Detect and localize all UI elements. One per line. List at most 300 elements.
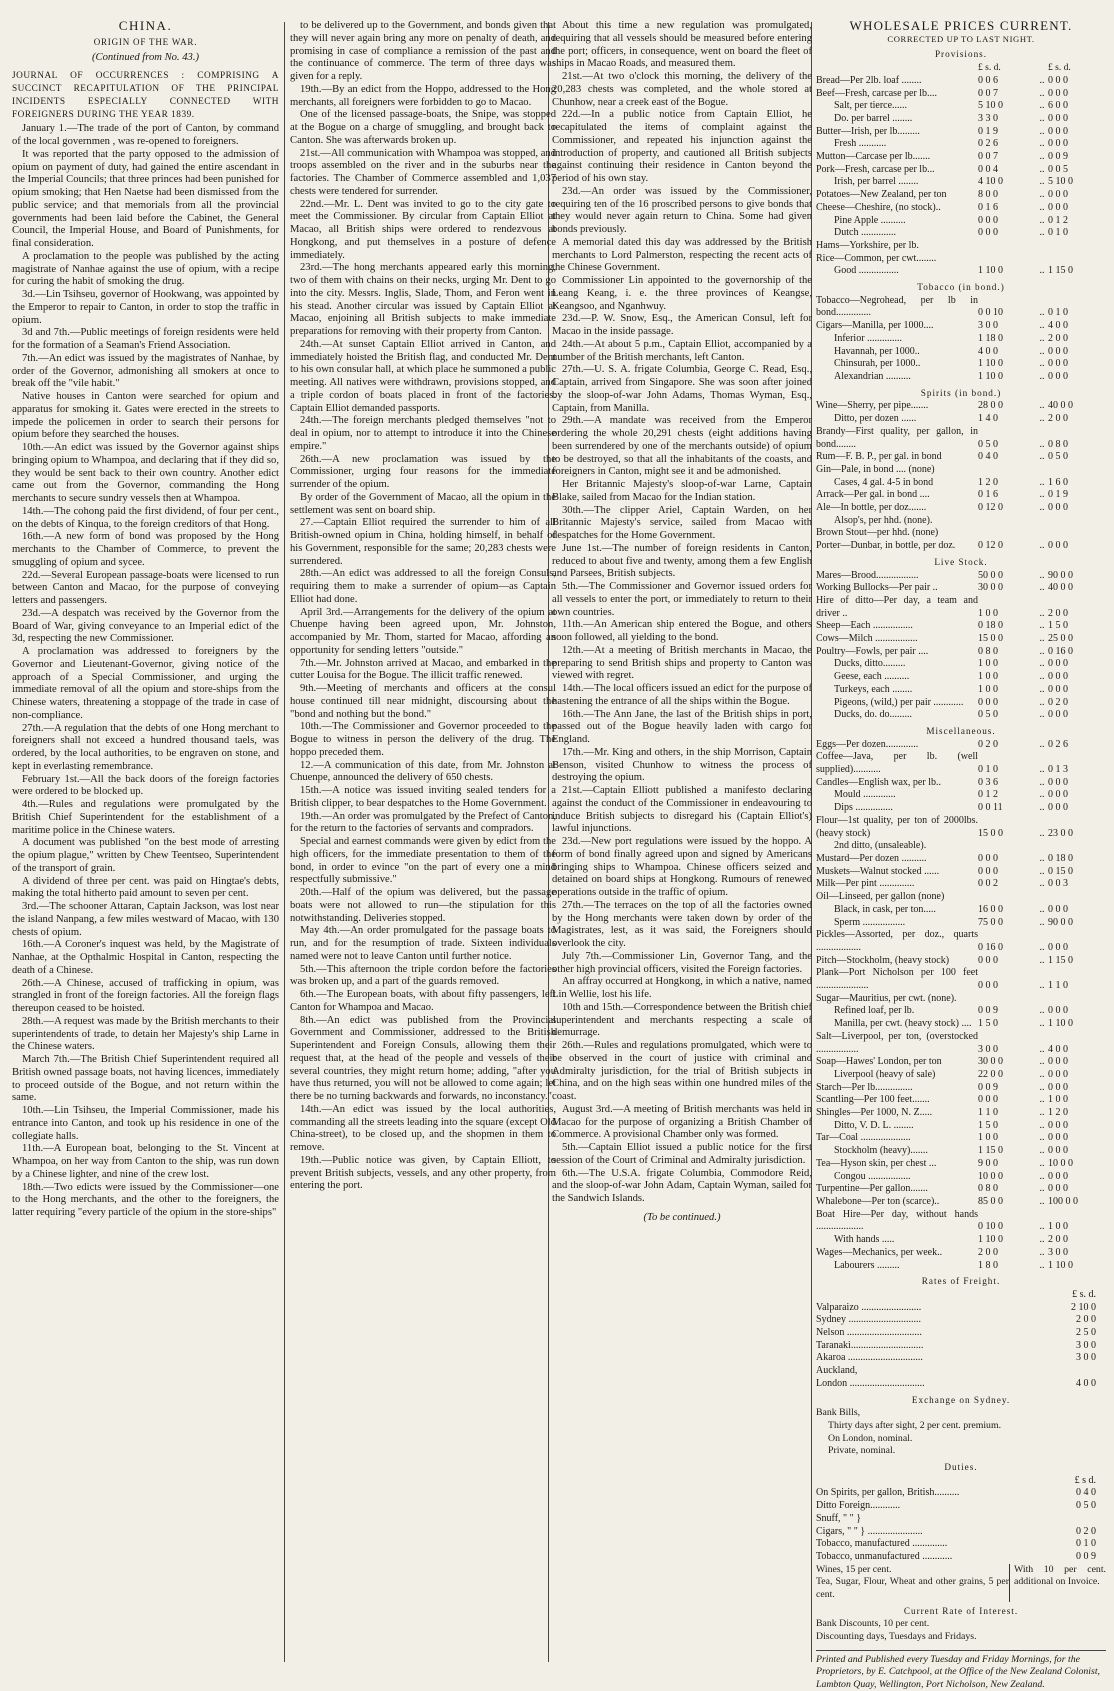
price-sep: .. — [1039, 645, 1045, 657]
price-row — [816, 777, 1106, 790]
price-low: 1 18 0 — [978, 332, 1003, 344]
price-high: 0 0 0 — [1048, 802, 1068, 814]
duty-row-value: 0 2 0 — [1076, 1525, 1096, 1537]
price-low: 30 0 0 — [978, 582, 1003, 594]
exchange-line: Bank Bills, — [816, 1407, 861, 1419]
price-low: 0 0 0 — [978, 853, 998, 864]
price-low: 0 1 6 — [978, 489, 998, 501]
price-high: 4 0 0 — [1048, 320, 1068, 332]
price-low: 28 0 0 — [978, 400, 1003, 412]
price-row — [816, 138, 1106, 151]
price-sep: .. — [1039, 1170, 1045, 1182]
price-low: 1 1 0 — [978, 1107, 998, 1119]
price-sep: .. — [1039, 1145, 1045, 1157]
price-row — [816, 570, 1106, 583]
price-row — [816, 1260, 1106, 1273]
price-high: 40 0 0 — [1048, 582, 1073, 594]
price-low: 1 0 0 — [978, 1132, 998, 1144]
freight-heading: Rates of Freight. — [921, 1276, 1001, 1287]
price-sep: .. — [1039, 400, 1045, 412]
price-low: 0 2 0 — [978, 738, 998, 750]
price-row — [816, 240, 1106, 253]
prices-subtitle: CORRECTED UP TO LAST NIGHT. — [887, 33, 1035, 44]
price-sep: .. — [1039, 1056, 1045, 1068]
price-sep: .. — [1039, 865, 1045, 877]
prices-column — [816, 18, 1106, 1690]
price-high: 0 1 3 — [1048, 764, 1068, 776]
price-sep: .. — [1039, 540, 1045, 552]
price-low: 1 2 0 — [978, 476, 998, 488]
freight-row-value: 2 5 0 — [1076, 1327, 1096, 1339]
price-sep: .. — [1039, 451, 1045, 463]
price-low: 15 0 0 — [978, 827, 1003, 839]
duty-note-side: With 10 per cent. additional on Invoice. — [1009, 1564, 1106, 1602]
paragraph: 23d.—A despatch was received by the Governor from the Board of War, giving conveyance to an Imperial edict of the 3d, respecting the new Commissioner. — [12, 607, 279, 645]
price-high: 0 0 0 — [1048, 1081, 1068, 1093]
price-sections — [816, 48, 1106, 1272]
price-row — [816, 993, 1106, 1006]
price-row — [816, 1158, 1106, 1171]
price-item: Ditto, V. D. L. ........ — [834, 1119, 914, 1131]
price-high: 0 0 0 — [1048, 671, 1068, 683]
price-row — [816, 891, 1106, 904]
price-sep: .. — [1039, 1195, 1045, 1207]
price-high: 90 0 0 — [1048, 916, 1073, 928]
duties-head: £ s d. — [1074, 1474, 1096, 1486]
price-high: 0 0 0 — [1048, 709, 1068, 721]
price-sep: .. — [1039, 658, 1045, 670]
price-high: 1 15 0 — [1048, 265, 1073, 277]
paragraph: 27th.—U. S. A. frigate Columbia, George C. Read, Esq., Captain, arrived from Singapore. She was soon after joined by the sloop-of-war John Adams, Thomas Wyman, Esq., Captain, from Manilla. — [552, 364, 812, 414]
price-low: 0 4 0 — [978, 451, 998, 463]
price-row — [816, 1056, 1106, 1069]
paragraph: 23rd.—The hong merchants appeared early this morning, two of them with chains on their necks, urging Mr. Dent to go into the city. Messrs. Inglis, Slade, Thom, and Feron went in his stead. Another circular was issued by Captain Elliot at Macao, enjoining all British subjects to make immediate preparations for removing with their property from Canton. — [290, 262, 556, 337]
interest-line: Bank Discounts, 10 per cent. — [816, 1618, 930, 1630]
price-sep: .. — [1039, 307, 1045, 319]
price-row — [816, 502, 1106, 515]
price-row — [816, 840, 1106, 853]
price-low: 1 10 0 — [978, 1234, 1003, 1246]
price-sep: .. — [1039, 1157, 1045, 1169]
paragraph: 14th.—An edict was issued by the local authorities, commanding all the streets leading into the square (except Old China-street), to be closed up, and the shopmen in them to remove. — [290, 1103, 556, 1153]
continued-note: (Continued from No. 43.) — [91, 51, 199, 63]
price-row — [816, 515, 1106, 528]
price-item: Milk—Per pint .............. — [816, 878, 915, 890]
price-item: Pine Apple .......... — [834, 214, 906, 226]
price-low: 0 0 6 — [978, 74, 998, 86]
article-column-3 — [552, 20, 812, 1660]
price-row — [816, 227, 1106, 240]
interest-line: Discounting days, Tuesdays and Fridays. — [816, 1631, 977, 1643]
duties-notes — [816, 1564, 1106, 1602]
paragraph: 9th.—Meeting of merchants and officers at the consul house continued till near midnight, discoursing about the "bond and nothing but the bond." — [290, 683, 556, 720]
price-high: 0 0 0 — [1048, 941, 1068, 953]
exchange-line: Private, nominal. — [828, 1445, 896, 1457]
price-sep: .. — [1039, 1068, 1045, 1080]
price-sep: .. — [1039, 903, 1045, 915]
price-high: 0 0 0 — [1048, 1068, 1068, 1080]
price-low: 2 0 0 — [978, 1246, 998, 1258]
price-row — [816, 1145, 1106, 1158]
price-low: 1 10 0 — [978, 358, 1003, 370]
price-sep: .. — [1039, 1094, 1045, 1106]
price-item: Wages—Mechanics, per week.. — [816, 1246, 943, 1258]
price-sep: .. — [1039, 100, 1045, 112]
price-row — [816, 1005, 1106, 1018]
price-low: 50 0 0 — [978, 569, 1003, 581]
price-item: Ditto, per dozen ...... — [834, 413, 917, 425]
freight-row — [816, 1340, 1106, 1353]
price-low: 1 0 0 — [978, 658, 998, 670]
price-low: 30 0 0 — [978, 1056, 1003, 1068]
paragraph: 22d.—Several European passage-boats were licensed to run between Canton and Macao, for the purpose of conveying letters and passengers. — [12, 569, 279, 606]
paragraph: 21st.—Captain Elliott published a manifesto declaring against the conduct of the Commissioner in endeavouring to induce British subjects to disregard his (Captain Elliot's) lawful injunctions. — [552, 785, 812, 835]
price-item: Candles—English wax, per lb.. — [816, 776, 941, 788]
price-item: Hire of ditto—Per day, a team and driver .. — [816, 594, 978, 619]
paragraph: 8th.—An edict was published from the Provincial Government and Commissioner, addressed to the British Superintendent and Foreign Consuls, allowing them their request that, at the head of the people and vessels of their several countries, they might return home; adding, "after you have thus returned, you will not be allowed to come again; let there be no turning backwards and forwards, no inconstancy." — [290, 1014, 556, 1102]
price-sep: .. — [1039, 1043, 1045, 1055]
paragraph-list — [552, 20, 812, 1206]
price-row — [816, 1196, 1106, 1209]
paragraph: Commissioner Lin appointed to the governorship of the Leang Keang, i. e. the three provinces of Keangse, Keangsoo, and Nganhwuy. — [552, 275, 812, 312]
price-row — [816, 527, 1106, 540]
price-item: Working Bullocks—Per pair .. — [816, 582, 938, 594]
price-sep: .. — [1039, 358, 1045, 370]
price-item: Salt—Liverpool, per ton, (overstocked ................. — [816, 1030, 978, 1055]
price-sep: .. — [1039, 413, 1045, 425]
price-high: 0 0 0 — [1048, 112, 1068, 124]
price-sep: .. — [1039, 320, 1045, 332]
duty-row — [816, 1487, 1106, 1500]
price-item: 2nd ditto, (unsaleable). — [834, 840, 927, 852]
price-item: Mould ............. — [834, 789, 896, 801]
paragraph: 23d.—New port regulations were issued by the hoppo. A form of bond finally agreed upon and signed by Americans bringing ships to Whampoa. Chinese officers seized and detained on board ships at Hongkong. Rumours of renewed operations outside in the traffic of opium. — [552, 836, 812, 898]
price-sep: .. — [1039, 1119, 1045, 1131]
duty-row — [816, 1538, 1106, 1551]
price-item: Inferior .............. — [834, 332, 903, 344]
price-low: 0 1 6 — [978, 201, 998, 213]
price-sep: .. — [1039, 163, 1045, 175]
price-high: 0 8 0 — [1048, 438, 1068, 450]
price-low: 0 0 0 — [978, 1094, 998, 1106]
article-title: CHINA. — [118, 18, 173, 33]
paragraph: A dividend of three per cent. was paid on Hingtae's debts, making the total hitherto paid amount to seven per cent. — [12, 875, 279, 900]
price-item: Mutton—Carcase per lb....... — [816, 151, 931, 163]
price-high: 3 0 0 — [1048, 1246, 1068, 1258]
price-item: Potatoes—New Zealand, per ton — [816, 189, 947, 201]
paragraph: 3d.—Lin Tsihseu, governor of Hookwang, was appointed by the Emperor to repair to Canton, in order to stop the traffic in opium. — [12, 289, 279, 326]
price-low: 0 0 9 — [978, 1081, 998, 1093]
price-sep: .. — [1039, 112, 1045, 124]
price-item: Pigeons, (wild,) per pair ............ — [834, 696, 964, 708]
price-low: 3 0 0 — [978, 1043, 998, 1055]
price-item: Black, in cask, per ton..... — [834, 903, 936, 915]
price-low: 0 0 0 — [978, 214, 998, 226]
duty-row-value: 0 5 0 — [1076, 1500, 1096, 1512]
price-high: 2 0 0 — [1048, 413, 1068, 425]
freight-row — [816, 1378, 1106, 1391]
price-high: 0 0 3 — [1048, 878, 1068, 890]
paragraph: 26th.—A new proclamation was issued by the Commissioner, urging four reasons for the immediate surrender of the opium. — [290, 453, 556, 490]
duty-row — [816, 1551, 1106, 1564]
duty-row-label: Cigars, " " } ...................... — [816, 1525, 923, 1537]
paragraph: August 3rd.—A meeting of British merchants was held in Macao for the purpose of organizing a British Chamber of Commerce. A provisional Chamber only was formed. — [552, 1103, 812, 1141]
price-row — [816, 413, 1106, 426]
price-row — [816, 789, 1106, 802]
freight-row-value: 3 0 0 — [1076, 1352, 1096, 1364]
price-item: Sheep—Each ................ — [816, 620, 913, 632]
paragraph: 21st.—All communication with Whampoa was stopped, and troops assembled on the river and in the suburbs near the factories. The Chamber of Commerce assembled and 1,037 chests were tendered for surrender. — [290, 147, 556, 197]
paragraph: 11th.—A European boat, belonging to the St. Vincent at Whampoa, on her way from Canton to the ship, was run down by a Chinese lighter, and nine of the crew lost. — [12, 1143, 279, 1180]
price-low: 1 5 0 — [978, 1119, 998, 1131]
price-low: 1 15 0 — [978, 1145, 1003, 1157]
price-row — [816, 697, 1106, 710]
duty-row-value: 0 0 9 — [1076, 1550, 1096, 1562]
article-column-1 — [12, 20, 279, 1660]
price-sep: .. — [1039, 370, 1045, 382]
paragraph: An affray occurred at Hongkong, in which a native, named Lin Wellie, lost his life. — [552, 976, 812, 1000]
price-high: 0 0 0 — [1048, 1183, 1068, 1195]
duty-row-label: On Spirits, per gallon, British.......... — [816, 1487, 960, 1499]
price-sep: .. — [1039, 1234, 1045, 1246]
price-low: 16 0 0 — [978, 903, 1003, 915]
freight-head-row — [816, 1289, 1106, 1302]
price-low: 0 2 6 — [978, 138, 998, 150]
price-low: 75 0 0 — [978, 916, 1003, 928]
price-row — [816, 1107, 1106, 1120]
paragraph: 20th.—Half of the opium was delivered, but the passage boats were not allowed to run—the stipulation for this notwithstanding. Deliveries stopped. — [290, 887, 556, 924]
price-item: Ale—In bottle, per doz....... — [816, 502, 927, 514]
duty-row — [816, 1526, 1106, 1539]
price-sep: .. — [1039, 1132, 1045, 1144]
freight-row-label: Auckland, — [816, 1365, 858, 1377]
price-item: Beef—Fresh, carcase per lb.... — [816, 87, 938, 99]
price-row — [816, 815, 1106, 840]
price-high: 1 5 0 — [1048, 620, 1068, 632]
col-head-b: £ s. d. — [1048, 63, 1071, 74]
price-item: Sugar—Mauritius, per cwt. (none). — [816, 992, 957, 1004]
price-item: Salt, per tierce...... — [834, 100, 908, 112]
price-high: 0 1 0 — [1048, 227, 1068, 239]
price-sep: .. — [1039, 1081, 1045, 1093]
price-item: Rice—Common, per cwt........ — [816, 252, 937, 264]
price-sep: .. — [1039, 74, 1045, 86]
price-item: Eggs—Per dozen............. — [816, 738, 919, 750]
paragraph: 22nd.—Mr. L. Dent was invited to go to the city gate to meet the Commissioner. By circular from Captain Elliot at Macao, all British ships were ordered to rendezvous at Hongkong, and put themselves in a posture of defence immediately. — [290, 198, 556, 261]
price-high: 90 0 0 — [1048, 569, 1073, 581]
price-row — [816, 202, 1106, 215]
paragraph: 3d and 7th.—Public meetings of foreign residents were held for the formation of a Seaman's Friend Association. — [12, 327, 279, 351]
price-low: 0 12 0 — [978, 502, 1003, 514]
price-high: 0 0 0 — [1048, 370, 1068, 382]
price-sep: .. — [1039, 764, 1045, 776]
paragraph: About this time a new regulation was promulgated, requiring that all vessels should be measured before entering the port; officers, in consequence, went on board the fleet of ships in Macao Roads, and measured them. — [552, 20, 812, 70]
price-high: 0 0 0 — [1048, 74, 1068, 86]
price-row — [816, 176, 1106, 189]
price-low: 0 1 2 — [978, 789, 998, 801]
price-row — [816, 878, 1106, 891]
price-item: Soap—Hawes' London, per ton — [816, 1056, 942, 1068]
price-sep: .. — [1039, 789, 1045, 801]
paragraph: July 7th.—Commissioner Lin, Governor Tang, and the other high provincial officers, visited the Foreign factories. — [552, 950, 812, 975]
duty-row-label: Ditto Foreign............ — [816, 1500, 901, 1512]
paragraph: A proclamation was addressed to foreigners by the Governor and Lieutenant-Governor, giving notice of the approach of a Special Commissioner, and urging the immediate removal of all the opium and store-ships from the Chinese waters, threatening a stoppage of the trade in case of non-compliance. — [12, 646, 279, 721]
price-low: 1 8 0 — [978, 1259, 998, 1271]
paragraph-list — [290, 20, 556, 1193]
paragraph: 10th.—Lin Tsihseu, the Imperial Commissioner, made his entrance into Canton, and took up his residence in one of the collegiate halls. — [12, 1105, 279, 1142]
paragraph: 27th.—The terraces on the top of all the factories owned by the Hong merchants were taken down by order of the Magistrates, lest, as it was said, the Foreigners should overlook the city. — [552, 899, 812, 949]
price-sep: .. — [1039, 607, 1045, 619]
column-rule — [284, 22, 285, 1662]
imprint: Printed and Published every Tuesday and Friday Mornings, for the Proprietors, by E. Catchpool, at the Office of the New Zealand Colonist, Lambton Quay, Wellington, Port Nicholson, New Zealand. — [816, 1650, 1106, 1691]
freight-row-value: 4 0 0 — [1076, 1377, 1096, 1389]
price-item: Ducks, do. do......... — [834, 709, 913, 721]
price-item: Liverpool (heavy of sale) — [834, 1068, 936, 1080]
freight-row-label: Taranaki............................. — [816, 1339, 924, 1351]
price-high: 1 15 0 — [1048, 954, 1073, 966]
price-row — [816, 100, 1106, 113]
price-sep: .. — [1039, 941, 1045, 953]
price-sep: .. — [1039, 802, 1045, 814]
duty-row-label: Snuff, " " } — [816, 1512, 862, 1524]
freight-row — [816, 1352, 1106, 1365]
paragraph: 30th.—The clipper Ariel, Captain Warden, on her Britannic Majesty's service, sailed from Macao with despatches for the Home Government. — [552, 504, 812, 541]
price-low: 0 0 9 — [978, 1005, 998, 1017]
price-sep: .. — [1039, 1246, 1045, 1258]
price-row — [816, 1209, 1106, 1234]
duty-row-value — [1040, 1513, 1106, 1526]
price-high: 0 2 0 — [1048, 696, 1068, 708]
price-high: 0 0 0 — [1048, 358, 1068, 370]
price-item: Ducks, ditto......... — [834, 658, 906, 670]
price-item: Cheese—Cheshire, (no stock).. — [816, 201, 941, 213]
price-item: Dutch .............. — [834, 227, 896, 239]
price-high: 2 0 0 — [1048, 332, 1068, 344]
price-section-heading: Miscellaneous. — [926, 725, 996, 736]
price-row — [816, 371, 1106, 384]
price-high: 0 0 0 — [1048, 1170, 1068, 1182]
price-low: 0 5 0 — [978, 438, 998, 450]
paragraph: 24th.—At sunset Captain Elliot arrived in Canton, and immediately hoisted the British flag, and conducted Mr. Dent to his own consular hall, at which place he summoned a public meeting. All natives were withdrawn, provisions stopped, and a triple cordon of boats placed in front of the factories. Captain Elliot demanded passports. — [290, 338, 556, 414]
duties-table — [816, 1487, 1106, 1563]
duty-row-value: 0 1 0 — [1076, 1538, 1096, 1550]
price-low: 0 0 2 — [978, 878, 998, 890]
duty-note: Wines, 15 per cent. — [816, 1563, 892, 1575]
price-section-heading: Tobacco (in bond.) — [917, 282, 1005, 293]
price-row — [816, 151, 1106, 164]
col-head-a: £ s. d. — [978, 63, 1001, 74]
price-row — [816, 929, 1106, 954]
price-row — [816, 1247, 1106, 1260]
price-row — [816, 215, 1106, 228]
price-sep: .. — [1039, 1183, 1045, 1195]
paragraph: 16th.—A new form of bond was proposed by the Hong merchants to the Chamber of Commerce, to prevent the smuggling of opium and sycee. — [12, 531, 279, 568]
price-low: 1 5 0 — [978, 1018, 998, 1030]
price-item: Wine—Sherry, per pipe....... — [816, 400, 929, 412]
paragraph: 16th.—A Coroner's inquest was held, by the Magistrate of Nanhae, at the Opthalmic Hospital in Canton, respecting the death of a Chinese. — [12, 939, 279, 976]
paragraph: 5th.—The Commissioner and Governor issued orders for all vessels to enter the port, or immediately to return to their own countries. — [552, 581, 812, 618]
price-sep: .. — [1039, 125, 1045, 137]
price-high: 0 0 0 — [1048, 125, 1068, 137]
price-sep: .. — [1039, 582, 1045, 594]
price-low: 22 0 0 — [978, 1068, 1003, 1080]
price-low: 0 0 0 — [978, 865, 998, 877]
price-row — [816, 451, 1106, 464]
price-row — [816, 426, 1106, 451]
price-row — [816, 1234, 1106, 1247]
paragraph: It was reported that the party opposed to the admission of opium on payment of duty, had gained the entire ascendant in the Imperial Councils; that three princes had been punished for opium smoking; that Hen Naetse had been dismissed from the public service; and that memorials from all the provincial governments had been laid before the Cabinet, the General Council, the Imperial House, and Board of Punishments, for final consideration. — [12, 148, 279, 249]
price-high: 1 2 0 — [1048, 1107, 1068, 1119]
price-item: Manilla, per cwt. (heavy stock) .... — [834, 1018, 972, 1030]
price-high: 25 0 0 — [1048, 633, 1073, 645]
price-item: Cows—Milch ................. — [816, 633, 918, 645]
price-sep: .. — [1039, 438, 1045, 450]
price-item: Coffee—Java, per lb. (well supplied)........... — [816, 751, 978, 776]
price-high: 10 0 0 — [1048, 1157, 1073, 1169]
price-high: 0 0 0 — [1048, 776, 1068, 788]
price-item: Do. per barrel ........ — [834, 112, 913, 124]
price-row — [816, 802, 1106, 815]
price-high: 0 16 0 — [1048, 645, 1073, 657]
freight-row-label: London .............................. — [816, 1377, 925, 1389]
price-low: 1 0 0 — [978, 607, 998, 619]
price-item: Plank—Port Nicholson per 100 feet ..................... — [816, 967, 978, 992]
price-high: 0 0 0 — [1048, 345, 1068, 357]
price-low: 85 0 0 — [978, 1195, 1003, 1207]
paragraph: 19th.—An order was promulgated by the Prefect of Canton, for the return to the factories of servants and compradors. — [290, 810, 556, 835]
price-row — [816, 595, 1106, 620]
price-high: 0 0 0 — [1048, 1145, 1068, 1157]
price-low: 0 0 0 — [978, 227, 998, 239]
price-high: 0 0 0 — [1048, 502, 1068, 514]
price-sep: .. — [1039, 683, 1045, 695]
duties-heading: Duties. — [944, 1462, 978, 1473]
price-item: Gin—Pale, in bond .... (none) — [816, 463, 935, 475]
price-low: 0 16 0 — [978, 941, 1003, 953]
paragraph: 12.—A communication of this date, from Mr. Johnston at Chuenpe, announced the delivery of 650 chests. — [290, 759, 556, 784]
price-item: Oil—Linseed, per gallon (none) — [816, 891, 945, 903]
freight-head: £ s. d. — [1072, 1288, 1096, 1300]
price-item: Cigars—Manilla, per 1000.... — [816, 320, 934, 332]
price-row — [816, 917, 1106, 930]
paragraph: 6th.—The U.S.A. frigate Columbia, Commodore Reid, and the sloop-of-war John Adam, Captain Wyman, sailed for the Sandwich Islands. — [552, 1167, 812, 1204]
price-section-heading: Provisions. — [934, 49, 988, 60]
paragraph: 29th.—A mandate was received from the Emperor ordering the whole 20,291 chests (eight additions having been surrendered by one of the merchants outside) of opium to be destroyed, so that all the inhabitants of the coasts, and foreigners in Canton, might see it and be admonished. — [552, 415, 812, 478]
paragraph: A proclamation to the people was published by the acting magistrate of Nanhae against the use of opium, with a recipe for curing the habit of smoking the drug. — [12, 250, 279, 288]
paragraph: Native houses in Canton were searched for opium and apparatus for smoking it. Gates were erected in the streets to impede the policemen in order to search their persons for opium before they searched the houses. — [12, 391, 279, 441]
price-high: 0 15 0 — [1048, 865, 1073, 877]
price-row — [816, 1183, 1106, 1196]
paragraph: A document was published "on the best mode of arresting the opium plague," written by Chew Teentseo, Superintendent of the transport of grain. — [12, 837, 279, 874]
exchange-line: On London, nominal. — [828, 1432, 913, 1444]
price-row — [816, 671, 1106, 684]
price-row — [816, 582, 1106, 595]
article-heading: JOURNAL OF OCCURRENCES : COMPRISING A SUCCINCT RECAPITULATION OF THE PRINCIPAL INCIDENTS ESPECIALLY CONNECTED WITH FOREIGNERS DURING THE YEAR 1839. — [12, 71, 279, 120]
price-item: Alsop's, per hhd. (none). — [834, 514, 933, 526]
price-sep: .. — [1039, 1259, 1045, 1271]
price-item: Havannah, per 1000.. — [834, 345, 920, 357]
price-sep: .. — [1039, 954, 1045, 966]
price-item: Tea—Hyson skin, per chest ... — [816, 1157, 937, 1169]
price-row — [816, 253, 1106, 266]
price-row — [816, 346, 1106, 359]
price-sep: .. — [1039, 776, 1045, 788]
freight-row-value: 2 0 0 — [1076, 1314, 1096, 1326]
price-sep: .. — [1039, 345, 1045, 357]
price-row — [816, 1082, 1106, 1095]
paragraph: 19th.—Public notice was given, by Captain Elliott, to prevent British subjects, vessels, and any other property, from entering the port. — [290, 1154, 556, 1192]
paragraph: 24th.—At about 5 p.m., Captain Elliot, accompanied by a number of the British merchants, left Canton. — [552, 338, 812, 363]
